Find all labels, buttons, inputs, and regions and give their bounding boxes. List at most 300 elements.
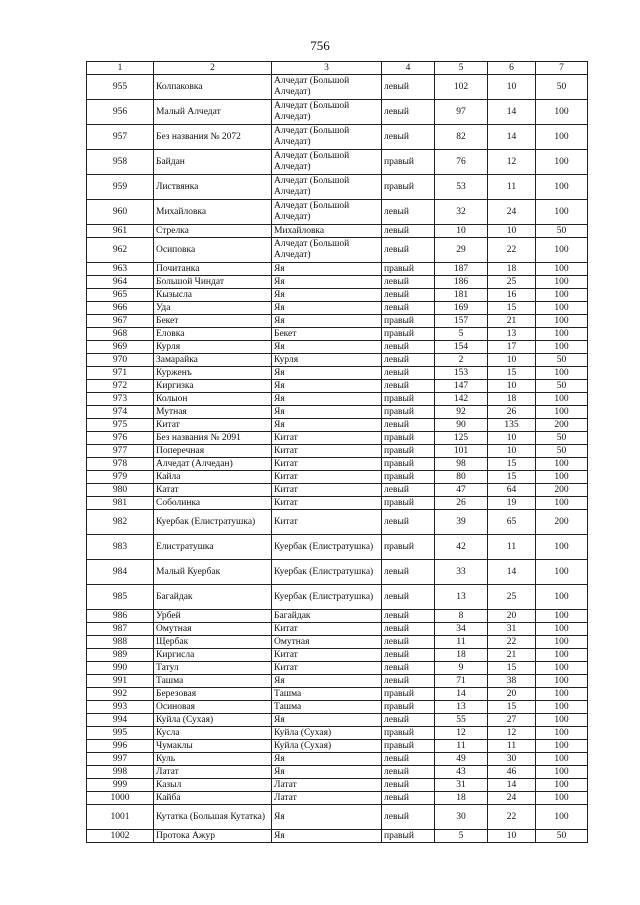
- river-name-cell: Соболинка: [154, 497, 272, 510]
- protection-zone-cell: 100: [536, 701, 588, 714]
- distance-from-mouth-cell: 181: [435, 289, 488, 302]
- river-name-cell: Ташма: [154, 675, 272, 688]
- length-cell: 27: [488, 714, 536, 727]
- length-cell: 14: [488, 779, 536, 792]
- bank-side-cell: левый: [382, 100, 435, 125]
- length-cell: 19: [488, 497, 536, 510]
- river-name-cell: Осиповка: [154, 238, 272, 263]
- row-number-cell: 979: [87, 471, 154, 484]
- table-row: [87, 484, 588, 497]
- bank-side-cell: правый: [382, 406, 435, 419]
- protection-zone-cell: 100: [536, 315, 588, 328]
- row-number-cell: 972: [87, 380, 154, 393]
- bank-side-cell: левый: [382, 367, 435, 380]
- protection-zone-cell: 50: [536, 75, 588, 100]
- column-header: 5: [435, 62, 488, 75]
- protection-zone-cell: 100: [536, 302, 588, 315]
- length-cell: 10: [488, 445, 536, 458]
- bank-side-cell: левый: [382, 766, 435, 779]
- column-header: 3: [272, 62, 382, 75]
- flows-into-cell: Ташма: [272, 701, 382, 714]
- length-cell: 14: [488, 560, 536, 585]
- bank-side-cell: левый: [382, 419, 435, 432]
- length-cell: 18: [488, 393, 536, 406]
- distance-from-mouth-cell: 43: [435, 766, 488, 779]
- protection-zone-cell: 100: [536, 393, 588, 406]
- bank-side-cell: правый: [382, 471, 435, 484]
- bank-side-cell: левый: [382, 623, 435, 636]
- row-number-cell: 988: [87, 636, 154, 649]
- table-row: [87, 315, 588, 328]
- flows-into-cell: Омутная: [272, 636, 382, 649]
- table-row: [87, 238, 588, 263]
- length-cell: 10: [488, 830, 536, 843]
- protection-zone-cell: 100: [536, 714, 588, 727]
- river-name-cell: Кызысла: [154, 289, 272, 302]
- row-number-cell: 1001: [87, 805, 154, 830]
- row-number-cell: 966: [87, 302, 154, 315]
- bank-side-cell: левый: [382, 510, 435, 535]
- bank-side-cell: левый: [382, 675, 435, 688]
- river-name-cell: Протока Ажур: [154, 830, 272, 843]
- river-name-cell: Кусла: [154, 727, 272, 740]
- row-number-cell: 969: [87, 341, 154, 354]
- distance-from-mouth-cell: 5: [435, 830, 488, 843]
- bank-side-cell: левый: [382, 636, 435, 649]
- distance-from-mouth-cell: 147: [435, 380, 488, 393]
- flows-into-cell: Яя: [272, 315, 382, 328]
- table-row: [87, 610, 588, 623]
- row-number-cell: 968: [87, 328, 154, 341]
- distance-from-mouth-cell: 169: [435, 302, 488, 315]
- bank-side-cell: левый: [382, 354, 435, 367]
- length-cell: 21: [488, 315, 536, 328]
- river-name-cell: Стрелка: [154, 225, 272, 238]
- row-number-cell: 999: [87, 779, 154, 792]
- flows-into-cell: Алчедат (Большой Алчедат): [272, 238, 382, 263]
- table-row: [87, 302, 588, 315]
- flows-into-cell: Багайдак: [272, 610, 382, 623]
- table-row: [87, 150, 588, 175]
- bank-side-cell: левый: [382, 662, 435, 675]
- distance-from-mouth-cell: 30: [435, 805, 488, 830]
- flows-into-cell: Алчедат (Большой Алчедат): [272, 200, 382, 225]
- river-name-cell: Уда: [154, 302, 272, 315]
- river-name-cell: Китат: [154, 419, 272, 432]
- row-number-cell: 985: [87, 585, 154, 610]
- length-cell: 20: [488, 688, 536, 701]
- bank-side-cell: правый: [382, 175, 435, 200]
- length-cell: 15: [488, 701, 536, 714]
- flows-into-cell: Алчедат (Большой Алчедат): [272, 75, 382, 100]
- length-cell: 10: [488, 354, 536, 367]
- page-number: 756: [310, 38, 330, 53]
- river-name-cell: Без названия № 2091: [154, 432, 272, 445]
- flows-into-cell: Куербак (Елистратушка): [272, 560, 382, 585]
- length-cell: 24: [488, 792, 536, 805]
- row-number-cell: 986: [87, 610, 154, 623]
- length-cell: 46: [488, 766, 536, 779]
- row-number-cell: 995: [87, 727, 154, 740]
- distance-from-mouth-cell: 39: [435, 510, 488, 535]
- row-number-cell: 956: [87, 100, 154, 125]
- flows-into-cell: Алчедат (Большой Алчедат): [272, 150, 382, 175]
- distance-from-mouth-cell: 47: [435, 484, 488, 497]
- row-number-cell: 957: [87, 125, 154, 150]
- protection-zone-cell: 50: [536, 830, 588, 843]
- river-name-cell: Елистратушка: [154, 535, 272, 560]
- river-name-cell: Курженъ: [154, 367, 272, 380]
- row-number-cell: 955: [87, 75, 154, 100]
- protection-zone-cell: 200: [536, 484, 588, 497]
- bank-side-cell: правый: [382, 740, 435, 753]
- length-cell: 16: [488, 289, 536, 302]
- protection-zone-cell: 100: [536, 276, 588, 289]
- river-name-cell: Куйла (Сухая): [154, 714, 272, 727]
- table-row: [87, 753, 588, 766]
- protection-zone-cell: 100: [536, 753, 588, 766]
- flows-into-cell: Яя: [272, 341, 382, 354]
- row-number-cell: 992: [87, 688, 154, 701]
- column-header: 4: [382, 62, 435, 75]
- row-number-cell: 964: [87, 276, 154, 289]
- table-row: [87, 766, 588, 779]
- flows-into-cell: Бекет: [272, 328, 382, 341]
- protection-zone-cell: 100: [536, 792, 588, 805]
- table-row: [87, 497, 588, 510]
- river-name-cell: Колпаковка: [154, 75, 272, 100]
- river-name-cell: Катат: [154, 484, 272, 497]
- length-cell: 25: [488, 585, 536, 610]
- length-cell: 22: [488, 636, 536, 649]
- length-cell: 15: [488, 662, 536, 675]
- river-name-cell: Куербак (Елистратушка): [154, 510, 272, 535]
- flows-into-cell: Яя: [272, 714, 382, 727]
- row-number-cell: 959: [87, 175, 154, 200]
- length-cell: 24: [488, 200, 536, 225]
- bank-side-cell: правый: [382, 445, 435, 458]
- protection-zone-cell: 100: [536, 150, 588, 175]
- distance-from-mouth-cell: 71: [435, 675, 488, 688]
- bank-side-cell: левый: [382, 753, 435, 766]
- river-name-cell: Щербак: [154, 636, 272, 649]
- bank-side-cell: левый: [382, 302, 435, 315]
- row-number-cell: 982: [87, 510, 154, 535]
- table-row: [87, 393, 588, 406]
- distance-from-mouth-cell: 187: [435, 263, 488, 276]
- length-cell: 25: [488, 276, 536, 289]
- bank-side-cell: левый: [382, 585, 435, 610]
- table-row: [87, 471, 588, 484]
- column-header: 1: [87, 62, 154, 75]
- table-row: [87, 688, 588, 701]
- flows-into-cell: Яя: [272, 380, 382, 393]
- table-row: [87, 125, 588, 150]
- bank-side-cell: левый: [382, 484, 435, 497]
- distance-from-mouth-cell: 9: [435, 662, 488, 675]
- table-row: [87, 276, 588, 289]
- bank-side-cell: правый: [382, 393, 435, 406]
- river-name-cell: Бекет: [154, 315, 272, 328]
- river-name-cell: Киргизка: [154, 380, 272, 393]
- flows-into-cell: Яя: [272, 805, 382, 830]
- table-row: [87, 289, 588, 302]
- protection-zone-cell: 100: [536, 585, 588, 610]
- distance-from-mouth-cell: 31: [435, 779, 488, 792]
- distance-from-mouth-cell: 5: [435, 328, 488, 341]
- protection-zone-cell: 100: [536, 675, 588, 688]
- distance-from-mouth-cell: 11: [435, 740, 488, 753]
- river-name-cell: Замарайка: [154, 354, 272, 367]
- table-row: [87, 675, 588, 688]
- river-name-cell: Кайла: [154, 471, 272, 484]
- river-name-cell: Куль: [154, 753, 272, 766]
- table-row: [87, 701, 588, 714]
- table-row: [87, 560, 588, 585]
- bank-side-cell: левый: [382, 380, 435, 393]
- table-row: [87, 535, 588, 560]
- table-row: [87, 830, 588, 843]
- bank-side-cell: левый: [382, 779, 435, 792]
- flows-into-cell: Яя: [272, 753, 382, 766]
- table-row: [87, 225, 588, 238]
- length-cell: 18: [488, 263, 536, 276]
- length-cell: 30: [488, 753, 536, 766]
- flows-into-cell: Китат: [272, 484, 382, 497]
- row-number-cell: 993: [87, 701, 154, 714]
- row-number-cell: 963: [87, 263, 154, 276]
- distance-from-mouth-cell: 97: [435, 100, 488, 125]
- row-number-cell: 981: [87, 497, 154, 510]
- protection-zone-cell: 50: [536, 432, 588, 445]
- flows-into-cell: Алчедат (Большой Алчедат): [272, 125, 382, 150]
- bank-side-cell: левый: [382, 560, 435, 585]
- length-cell: 15: [488, 458, 536, 471]
- flows-into-cell: Яя: [272, 419, 382, 432]
- bank-side-cell: левый: [382, 649, 435, 662]
- bank-side-cell: левый: [382, 714, 435, 727]
- row-number-cell: 1002: [87, 830, 154, 843]
- river-name-cell: Мутная: [154, 406, 272, 419]
- table-row: [87, 458, 588, 471]
- table-row: [87, 419, 588, 432]
- protection-zone-cell: 200: [536, 510, 588, 535]
- distance-from-mouth-cell: 92: [435, 406, 488, 419]
- table-row: [87, 432, 588, 445]
- table-row: [87, 727, 588, 740]
- protection-zone-cell: 100: [536, 497, 588, 510]
- distance-from-mouth-cell: 10: [435, 225, 488, 238]
- river-name-cell: Урбей: [154, 610, 272, 623]
- row-number-cell: 989: [87, 649, 154, 662]
- flows-into-cell: Яя: [272, 367, 382, 380]
- river-name-cell: Без названия № 2072: [154, 125, 272, 150]
- flows-into-cell: Куйла (Сухая): [272, 740, 382, 753]
- protection-zone-cell: 100: [536, 367, 588, 380]
- bank-side-cell: правый: [382, 328, 435, 341]
- protection-zone-cell: 100: [536, 623, 588, 636]
- column-header: 7: [536, 62, 588, 75]
- distance-from-mouth-cell: 33: [435, 560, 488, 585]
- flows-into-cell: Куербак (Елистратушка): [272, 535, 382, 560]
- table-row: [87, 175, 588, 200]
- length-cell: 22: [488, 238, 536, 263]
- flows-into-cell: Китат: [272, 445, 382, 458]
- flows-into-cell: Куйла (Сухая): [272, 727, 382, 740]
- table-row: [87, 714, 588, 727]
- river-name-cell: Казыл: [154, 779, 272, 792]
- length-cell: 10: [488, 380, 536, 393]
- table-row: [87, 740, 588, 753]
- river-name-cell: Еловка: [154, 328, 272, 341]
- flows-into-cell: Китат: [272, 458, 382, 471]
- bank-side-cell: левый: [382, 200, 435, 225]
- bank-side-cell: левый: [382, 276, 435, 289]
- river-name-cell: Омутная: [154, 623, 272, 636]
- table-row: [87, 779, 588, 792]
- protection-zone-cell: 100: [536, 727, 588, 740]
- distance-from-mouth-cell: 18: [435, 649, 488, 662]
- flows-into-cell: Ташма: [272, 688, 382, 701]
- table-row: [87, 100, 588, 125]
- length-cell: 11: [488, 740, 536, 753]
- length-cell: 14: [488, 100, 536, 125]
- distance-from-mouth-cell: 18: [435, 792, 488, 805]
- length-cell: 14: [488, 125, 536, 150]
- length-cell: 12: [488, 150, 536, 175]
- row-number-cell: 973: [87, 393, 154, 406]
- length-cell: 17: [488, 341, 536, 354]
- protection-zone-cell: 100: [536, 779, 588, 792]
- protection-zone-cell: 100: [536, 649, 588, 662]
- distance-from-mouth-cell: 153: [435, 367, 488, 380]
- flows-into-cell: Яя: [272, 830, 382, 843]
- distance-from-mouth-cell: 142: [435, 393, 488, 406]
- protection-zone-cell: 50: [536, 354, 588, 367]
- distance-from-mouth-cell: 102: [435, 75, 488, 100]
- row-number-cell: 983: [87, 535, 154, 560]
- table-row: [87, 75, 588, 100]
- length-cell: 26: [488, 406, 536, 419]
- protection-zone-cell: 100: [536, 471, 588, 484]
- flows-into-cell: Китат: [272, 510, 382, 535]
- bank-side-cell: правый: [382, 150, 435, 175]
- flows-into-cell: Китат: [272, 623, 382, 636]
- river-name-cell: Кайба: [154, 792, 272, 805]
- table-row: [87, 585, 588, 610]
- row-number-cell: 997: [87, 753, 154, 766]
- flows-into-cell: Алчедат (Большой Алчедат): [272, 100, 382, 125]
- row-number-cell: 991: [87, 675, 154, 688]
- length-cell: 11: [488, 535, 536, 560]
- river-name-cell: Байдан: [154, 150, 272, 175]
- river-name-cell: Малый Куербак: [154, 560, 272, 585]
- table-row: [87, 805, 588, 830]
- distance-from-mouth-cell: 80: [435, 471, 488, 484]
- flows-into-cell: Яя: [272, 263, 382, 276]
- river-name-cell: Малый Алчедат: [154, 100, 272, 125]
- river-name-cell: Чумаклы: [154, 740, 272, 753]
- table-row: [87, 380, 588, 393]
- length-cell: 64: [488, 484, 536, 497]
- distance-from-mouth-cell: 26: [435, 497, 488, 510]
- length-cell: 20: [488, 610, 536, 623]
- bank-side-cell: левый: [382, 225, 435, 238]
- length-cell: 11: [488, 175, 536, 200]
- flows-into-cell: Яя: [272, 276, 382, 289]
- flows-into-cell: Михайловка: [272, 225, 382, 238]
- river-name-cell: Почитанка: [154, 263, 272, 276]
- length-cell: 15: [488, 471, 536, 484]
- protection-zone-cell: 100: [536, 740, 588, 753]
- row-number-cell: 994: [87, 714, 154, 727]
- bank-side-cell: правый: [382, 535, 435, 560]
- protection-zone-cell: 100: [536, 125, 588, 150]
- table-row: [87, 367, 588, 380]
- flows-into-cell: Китат: [272, 649, 382, 662]
- length-cell: 15: [488, 302, 536, 315]
- table-row: [87, 510, 588, 535]
- protection-zone-cell: 100: [536, 662, 588, 675]
- flows-into-cell: Яя: [272, 393, 382, 406]
- river-name-cell: Алчедат (Алчедан): [154, 458, 272, 471]
- distance-from-mouth-cell: 53: [435, 175, 488, 200]
- protection-zone-cell: 100: [536, 263, 588, 276]
- table-row: [87, 341, 588, 354]
- length-cell: 13: [488, 328, 536, 341]
- protection-zone-cell: 100: [536, 560, 588, 585]
- river-name-cell: Багайдак: [154, 585, 272, 610]
- distance-from-mouth-cell: 2: [435, 354, 488, 367]
- length-cell: 10: [488, 75, 536, 100]
- protection-zone-cell: 50: [536, 225, 588, 238]
- river-name-cell: Курля: [154, 341, 272, 354]
- flows-into-cell: Китат: [272, 662, 382, 675]
- length-cell: 22: [488, 805, 536, 830]
- river-name-cell: Киргисла: [154, 649, 272, 662]
- distance-from-mouth-cell: 8: [435, 610, 488, 623]
- bank-side-cell: левый: [382, 289, 435, 302]
- table-row: [87, 445, 588, 458]
- river-name-cell: Кутатка (Большая Кутатка): [154, 805, 272, 830]
- river-name-cell: Татул: [154, 662, 272, 675]
- flows-into-cell: Яя: [272, 302, 382, 315]
- table-row: [87, 792, 588, 805]
- bank-side-cell: левый: [382, 805, 435, 830]
- bank-side-cell: правый: [382, 830, 435, 843]
- row-number-cell: 978: [87, 458, 154, 471]
- distance-from-mouth-cell: 90: [435, 419, 488, 432]
- table-row: [87, 200, 588, 225]
- protection-zone-cell: 100: [536, 458, 588, 471]
- protection-zone-cell: 100: [536, 406, 588, 419]
- row-number-cell: 980: [87, 484, 154, 497]
- row-number-cell: 996: [87, 740, 154, 753]
- distance-from-mouth-cell: 98: [435, 458, 488, 471]
- protection-zone-cell: 100: [536, 100, 588, 125]
- protection-zone-cell: 100: [536, 636, 588, 649]
- protection-zone-cell: 100: [536, 535, 588, 560]
- row-number-cell: 965: [87, 289, 154, 302]
- protection-zone-cell: 100: [536, 805, 588, 830]
- distance-from-mouth-cell: 14: [435, 688, 488, 701]
- distance-from-mouth-cell: 29: [435, 238, 488, 263]
- row-number-cell: 987: [87, 623, 154, 636]
- protection-zone-cell: 100: [536, 688, 588, 701]
- bank-side-cell: правый: [382, 458, 435, 471]
- protection-zone-cell: 100: [536, 328, 588, 341]
- row-number-cell: 975: [87, 419, 154, 432]
